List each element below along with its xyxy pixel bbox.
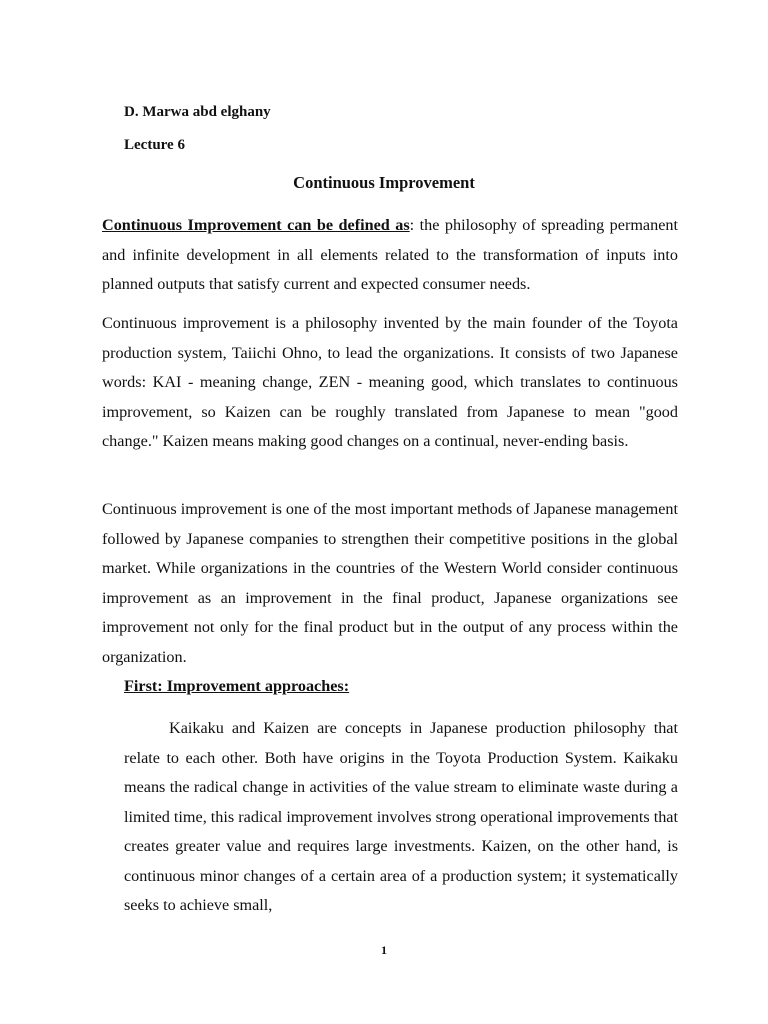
document-title: Continuous Improvement bbox=[293, 173, 475, 192]
definition-paragraph bbox=[102, 211, 678, 300]
definition-lead: Continuous Improvement can be defined as bbox=[102, 216, 410, 234]
improvement-approaches-paragraph: Kaikaku and Kaizen are concepts in Japanese production philosophy that relate to each other. Both have origins in the Toyota Production System. Kaikaku means the radical change in activities of the value stream to eliminate waste during a limited time, this radical improvement involves strong operational improvements that creates greater value and requires large investments. Kaizen, on the other hand, is continuous minor changes of a certain area of a production system; it systematically seeks to achieve small, bbox=[124, 719, 678, 914]
definition-text: : the philosophy of spreading permanent and infinite development in all elements related to the transformation of inputs into planned outputs that satisfy current and expected consumer needs. bbox=[102, 216, 678, 293]
lecture-label: Lecture 6 bbox=[124, 137, 185, 153]
page-number: 1 bbox=[381, 943, 387, 957]
author-name: D. Marwa abd elghany bbox=[124, 104, 271, 120]
section-heading: First: Improvement approaches: bbox=[124, 677, 350, 695]
kaizen-origin-paragraph: Continuous improvement is a philosophy invented by the main founder of the Toyota production system, Taiichi Ohno, to lead the organizations. It consists of two Japanese words: KAI - meaning change, ZEN - meaning good, which translates to continuous improvement, so Kaizen can be roughly translated from Japanese to mean "good change." Kaizen means making good changes on a continual, never-ending basis. bbox=[102, 314, 678, 450]
japanese-management-paragraph: Continuous improvement is one of the most important methods of Japanese management followed by Japanese companies to strengthen their competitive positions in the global market. While organizations in the countries of the Western World consider continuous improvement as an improvement in the final product, Japanese organizations see improvement not only for the final product but in the output of any process within the organization. bbox=[102, 500, 678, 666]
